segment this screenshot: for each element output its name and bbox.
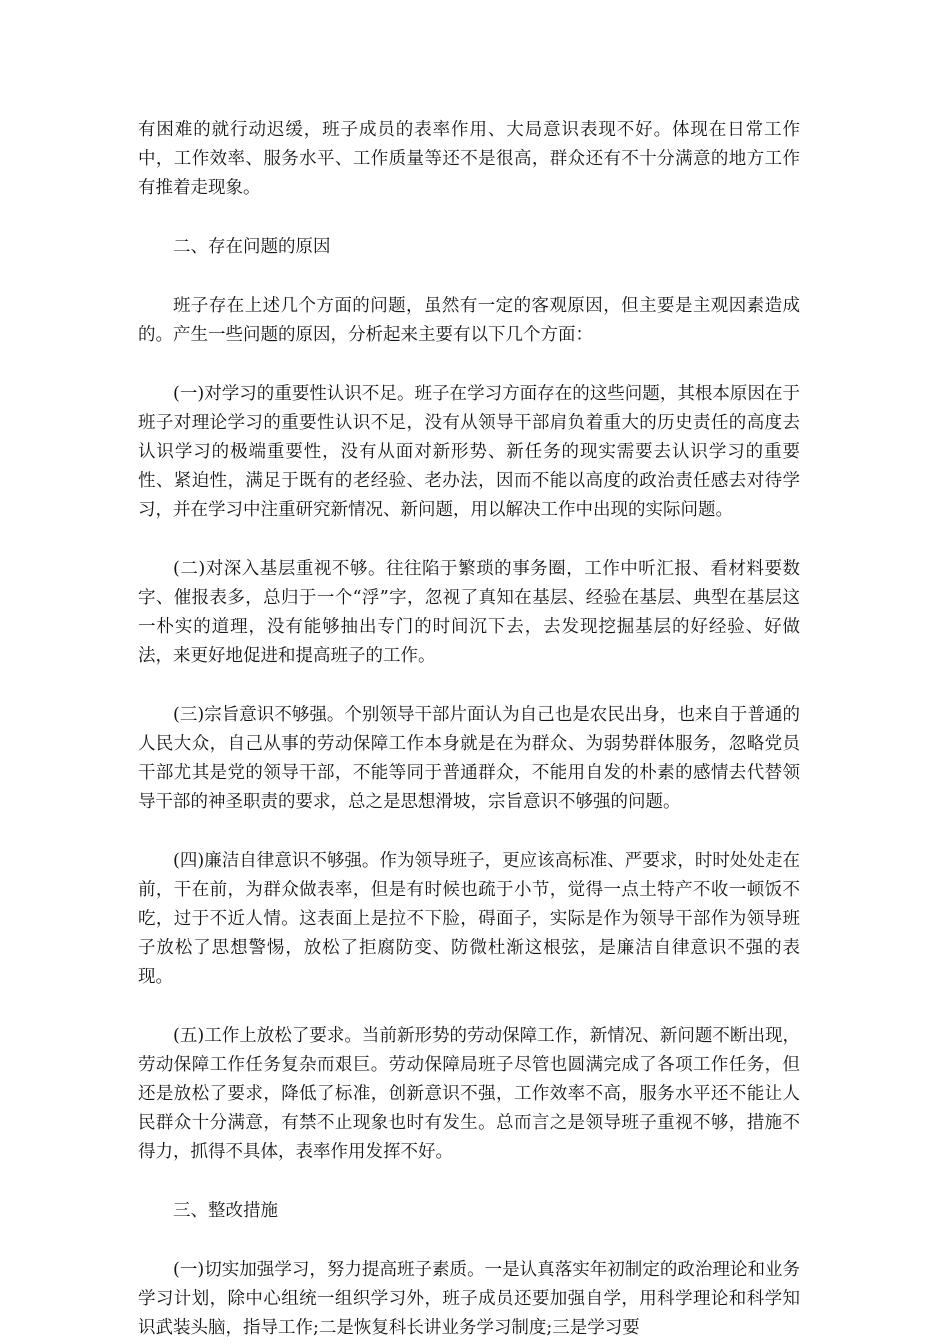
- section-heading-measures: 三、整改措施: [173, 1201, 278, 1221]
- cause-paragraph-2: (二)对深入基层重视不够。往往陷于繁琐的事务圈，工作中听汇报、看材料要数字、催报表多，总归于一个“浮”字，忽视了真知在基层、经验在基层、典型在基层这一朴实的道理，没有能够抽出专门的时间沉下去，去发现挖掘基层的好经验、好做法，来更好地促进和提高班子的工作。: [138, 559, 800, 666]
- measure-paragraph-1: (一)切实加强学习，努力提高班子素质。一是认真落实年初制定的政治理论和业务学习计划，除中心组统一组织学习外，班子成员还要加强自学，用科学理论和科学知识武装头脑，指导工作;二是恢复科长讲业务学习制度;三是学习要: [138, 1260, 800, 1338]
- causes-intro-paragraph: 班子存在上述几个方面的问题，虽然有一定的客观原因，但主要是主观因素造成的。产生一些问题的原因，分析起来主要有以下几个方面：: [138, 296, 800, 345]
- spacer: [138, 262, 800, 292]
- spacer: [138, 525, 800, 555]
- spacer: [138, 1167, 800, 1197]
- spacer: [138, 203, 800, 233]
- section-heading-causes: 二、存在问题的原因: [173, 237, 331, 257]
- cause-paragraph-3: (三)宗旨意识不够强。个别领导干部片面认为自己也是农民出身，也来自于普通的人民大众，自己从事的劳动保障工作本身就是在为群众、为弱势群体服务，忽略党员干部尤其是党的领导干部，不能等同于普通群众，不能用自发的朴素的感情去代替领导干部的神圣职责的要求，总之是思想滑坡，宗旨意识不够强的问题。: [138, 705, 800, 812]
- cause-paragraph-1: (一)对学习的重要性认识不足。班子在学习方面存在的这些问题，其根本原因在于班子对理论学习的重要性认识不足，没有从领导干部肩负着重大的历史责任的高度去认识学习的极端重要性，没有从面对新形势、新任务的现实需要去认识学习的重要性、紧迫性，满足于既有的老经验、老办法，因而不能以高度的政治责任感去对待学习，并在学习中注重研究新情况、新问题，用以解决工作中出现的实际问题。: [138, 384, 800, 520]
- spacer: [138, 350, 800, 380]
- cause-paragraph-4: (四)廉洁自律意识不够强。作为领导班子，更应该高标准、严要求，时时处处走在前，干在前，为群众做表率，但是有时候也疏于小节，觉得一点土特产不收一顿饭不吃，过于不近人情。这表面上是拉不下脸，碍面子，实际是作为领导干部作为领导班子放松了思想警惕，放松了拒腐防变、防微杜渐这根弦，是廉洁自律意识不强的表现。: [138, 851, 800, 987]
- document-page: [138, 116, 800, 1343]
- intro-continuation-paragraph: 有困难的就行动迟缓，班子成员的表率作用、大局意识表现不好。体现在日常工作中，工作效率、服务水平、工作质量等还不是很高，群众还有不十分满意的地方工作有推着走现象。: [138, 120, 800, 198]
- spacer: [138, 992, 800, 1022]
- spacer: [138, 817, 800, 847]
- spacer: [138, 671, 800, 701]
- spacer: [138, 1226, 800, 1256]
- cause-paragraph-5: (五)工作上放松了要求。当前新形势的劳动保障工作，新情况、新问题不断出现，劳动保障工作任务复杂而艰巨。劳动保障局班子尽管也圆满完成了各项工作任务，但还是放松了要求，降低了标准，创新意识不强，工作效率不高，服务水平还不能让人民群众十分满意，有禁不止现象也时有发生。总而言之是领导班子重视不够，措施不得力，抓得不具体，表率作用发挥不好。: [138, 1026, 800, 1162]
